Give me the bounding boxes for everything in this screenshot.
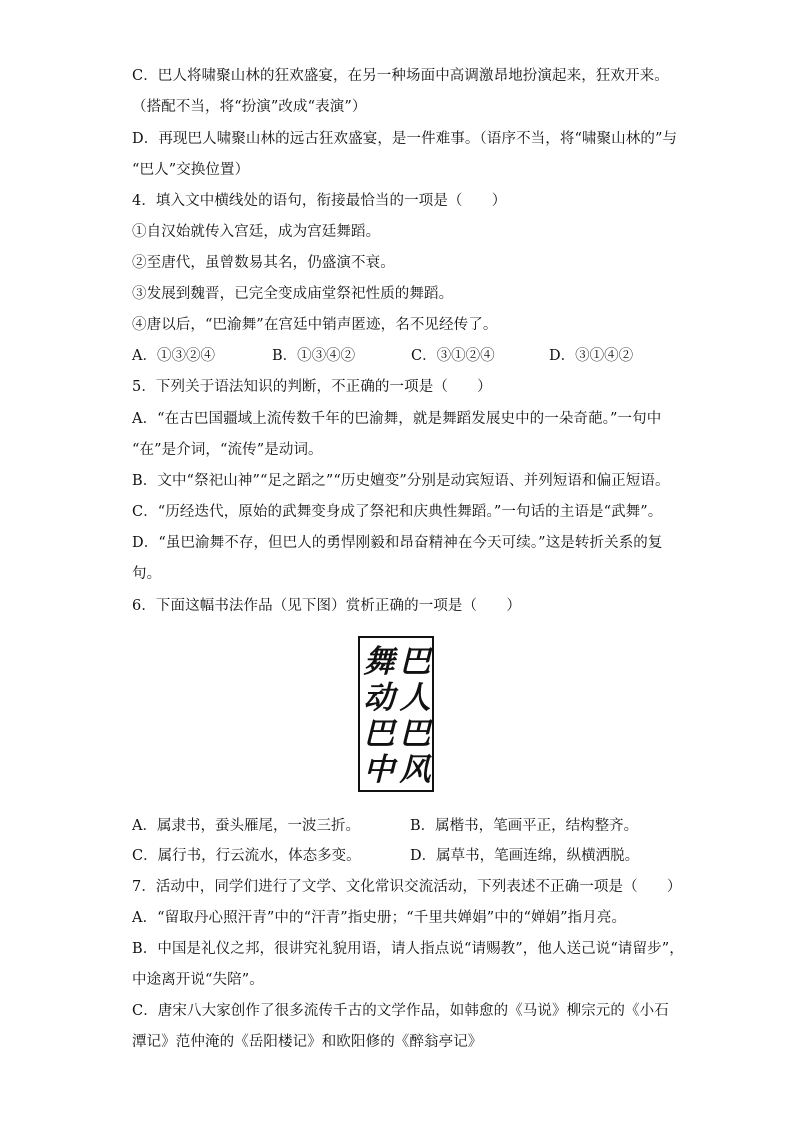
question-6-stem: 6．下面这幅书法作品（见下图）赏析正确的一项是（ ） [132,598,521,614]
calligraphy-char: 巴 [399,644,431,680]
q5-option-a-cont: “在”是介词，“流传”是动词。 [132,442,323,458]
calligraphy-char: 巴 [399,716,431,752]
q3-option-d: D．再现巴人啸聚山林的远古狂欢盛宴，是一件难事。（语序不当，将“啸聚山林的”与 [132,131,678,147]
q3-option-d-cont: “巴人”交换位置） [132,162,250,178]
q7-option-c-cont: 潭记》范仲淹的《岳阳楼记》和欧阳修的《醉翁亭记》 [132,1034,483,1050]
calligraphy-char: 巴 [363,716,395,752]
q7-option-a: A．“留取丹心照汗青”中的“汗青”指史册；“千里共婵娟”中的“婵娟”指月亮。 [132,910,627,926]
q7-option-c: C．唐宋八大家创作了很多流传千古的文学作品，如韩愈的《马说》柳宗元的《小石 [132,1003,669,1019]
question-5-stem: 5．下列关于语法知识的判断，不正确的一项是（ ） [132,379,492,395]
q5-option-a: A．“在古巴国疆域上流传数千年的巴渝舞，就是舞蹈发展史中的一朵奇葩。”一句中 [132,411,662,427]
q3-option-c-note: （搭配不当，将“扮演”改成“表演”） [132,99,367,115]
q4-sentence-4: ④唐以后，“巴渝舞”在宫廷中销声匿迹，名不见经传了。 [132,317,498,333]
q4-sentence-2: ②至唐代，虽曾数易其名，仍盛演不衰。 [132,255,395,271]
calligraphy-image [358,636,434,792]
q3-option-c: C．巴人将啸聚山林的狂欢盛宴，在另一种场面中高调激昂地扮演起来，狂欢开来。 [132,68,669,84]
q4-option-c: C．③①②④ [411,348,495,364]
q5-option-d: D．“虽巴渝舞不存，但巴人的勇悍刚毅和昂奋精神在今天可续。”这是转折关系的复 [132,535,663,551]
q4-option-b: B．①③④② [272,348,356,364]
q4-sentence-3: ③发展到魏晋，已完全变成庙堂祭祀性质的舞蹈。 [132,286,454,302]
calligraphy-char: 风 [399,752,431,788]
calligraphy-left-column [362,644,396,788]
q6-option-a: A．属隶书，蚕头雁尾，一波三折。 [132,818,360,834]
q5-option-d-cont: 句。 [132,566,162,582]
calligraphy-char: 舞 [363,644,395,680]
q6-option-b: B．属楷书，笔画平正，结构整齐。 [410,818,639,834]
calligraphy-char: 中 [363,752,395,788]
q6-option-d: D．属草书，笔画连绵，纵横洒脱。 [410,848,640,864]
q5-option-c: C．“历经迭代，原始的武舞变身成了祭祀和庆典性舞蹈。”一句话的主语是“武舞”。 [132,504,663,520]
q7-option-b-cont: 中途离开说“失陪”。 [132,972,264,988]
q5-option-b: B．文中“祭祀山神”“足之蹈之”“历史嬗变”分别是动宾短语、并列短语和偏正短语。 [132,473,670,489]
q7-option-b: B．中国是礼仪之邦，很讲究礼貌用语，请人指点说“请赐教”，他人送己说“请留步”， [132,941,684,957]
calligraphy-char: 动 [363,680,395,716]
q4-option-d: D．③①④② [549,348,634,364]
calligraphy-char: 人 [399,680,431,716]
q4-sentence-1: ①自汉始就传入宫廷，成为宫廷舞蹈。 [132,224,381,240]
q4-option-a: A．①③②④ [132,348,215,364]
question-4-stem: 4．填入文中横线处的语句，衔接最恰当的一项是（ ） [132,193,507,209]
question-7-stem: 7．活动中，同学们进行了文学、文化常识交流活动，下列表述不正确一项是（ ） [132,879,682,895]
q6-option-c: C．属行书，行云流水，体态多变。 [132,848,361,864]
calligraphy-right-column [398,644,432,788]
